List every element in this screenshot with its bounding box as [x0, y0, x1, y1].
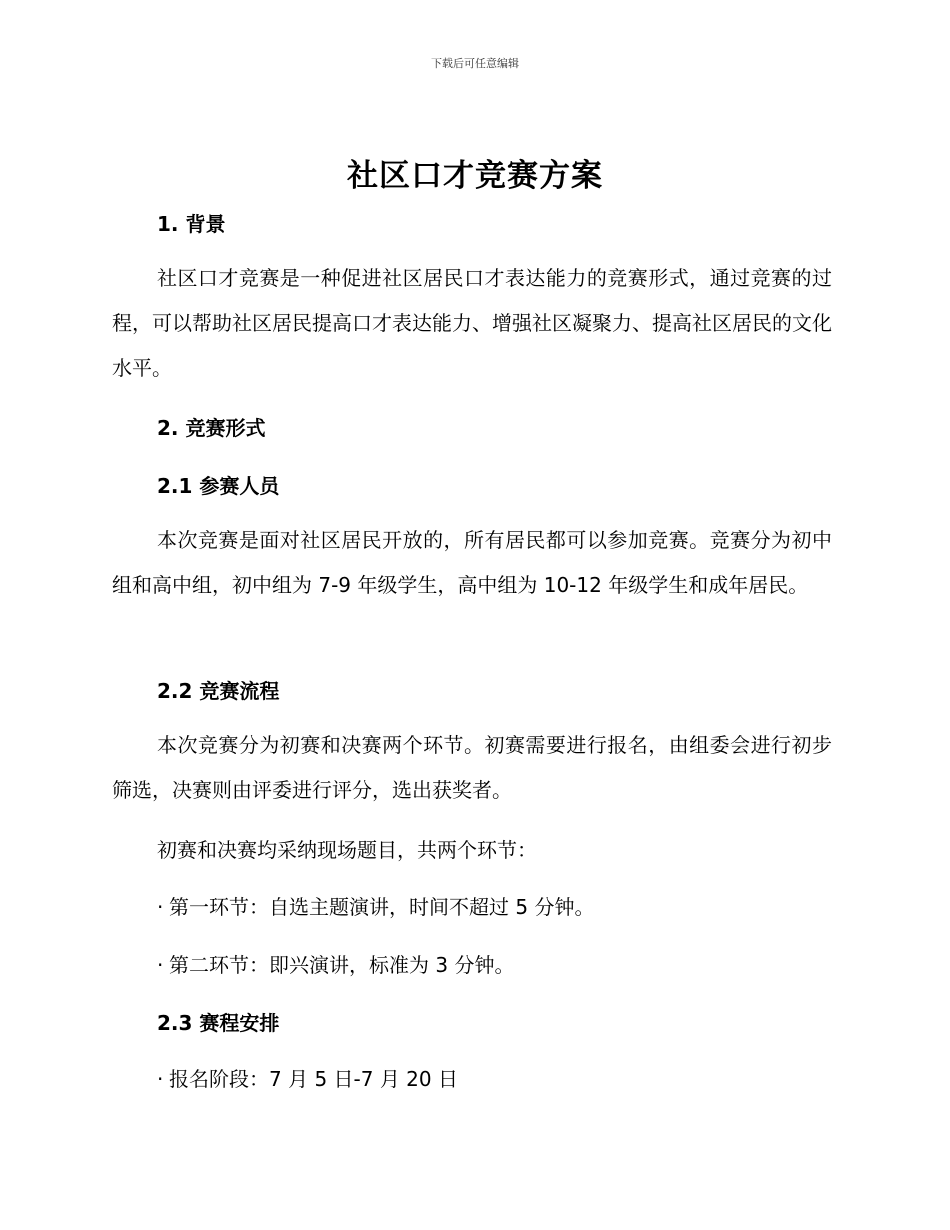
- heading-schedule: 2.3 赛程安排: [157, 1011, 280, 1035]
- heading-process: 2.2 竞赛流程: [157, 679, 280, 703]
- header-note: 下载后可任意编辑: [431, 57, 519, 70]
- bullet-marker: ·: [157, 953, 164, 977]
- heading-background: 1. 背景: [157, 212, 226, 236]
- paragraph-process: 本次竞赛分为初赛和决赛两个环节。初赛需要进行报名，由组委会进行初步筛选，决赛则由评委进行评分，选出获奖者。: [112, 733, 832, 802]
- heading-format: 2. 竞赛形式: [157, 416, 266, 440]
- list-item-text: 报名阶段：7 月 5 日-7 月 20 日: [169, 1067, 458, 1091]
- list-item: [157, 1063, 458, 1092]
- list-item: [157, 891, 594, 920]
- paragraph-participants: 本次竞赛是面对社区居民开放的，所有居民都可以参加竞赛。竞赛分为初中组和高中组，初中组为 7-9 年级学生，高中组为 10-12 年级学生和成年居民。: [112, 528, 832, 597]
- bullet-marker: ·: [157, 895, 164, 919]
- list-item-text: 第一环节：自选主题演讲，时间不超过 5 分钟。: [169, 895, 595, 919]
- bullet-marker: ·: [157, 1067, 164, 1091]
- heading-participants: 2.1 参赛人员: [157, 474, 280, 498]
- process-note: 初赛和决赛均采纳现场题目，共两个环节：: [157, 838, 537, 862]
- list-item: [157, 949, 514, 978]
- document-title: 社区口才竞赛方案: [347, 158, 603, 194]
- paragraph-background: 社区口才竞赛是一种促进社区居民口才表达能力的竞赛形式，通过竞赛的过程，可以帮助社区居民提高口才表达能力、增强社区凝聚力、提高社区居民的文化水平。: [112, 266, 832, 380]
- list-item-text: 第二环节：即兴演讲，标准为 3 分钟。: [169, 953, 515, 977]
